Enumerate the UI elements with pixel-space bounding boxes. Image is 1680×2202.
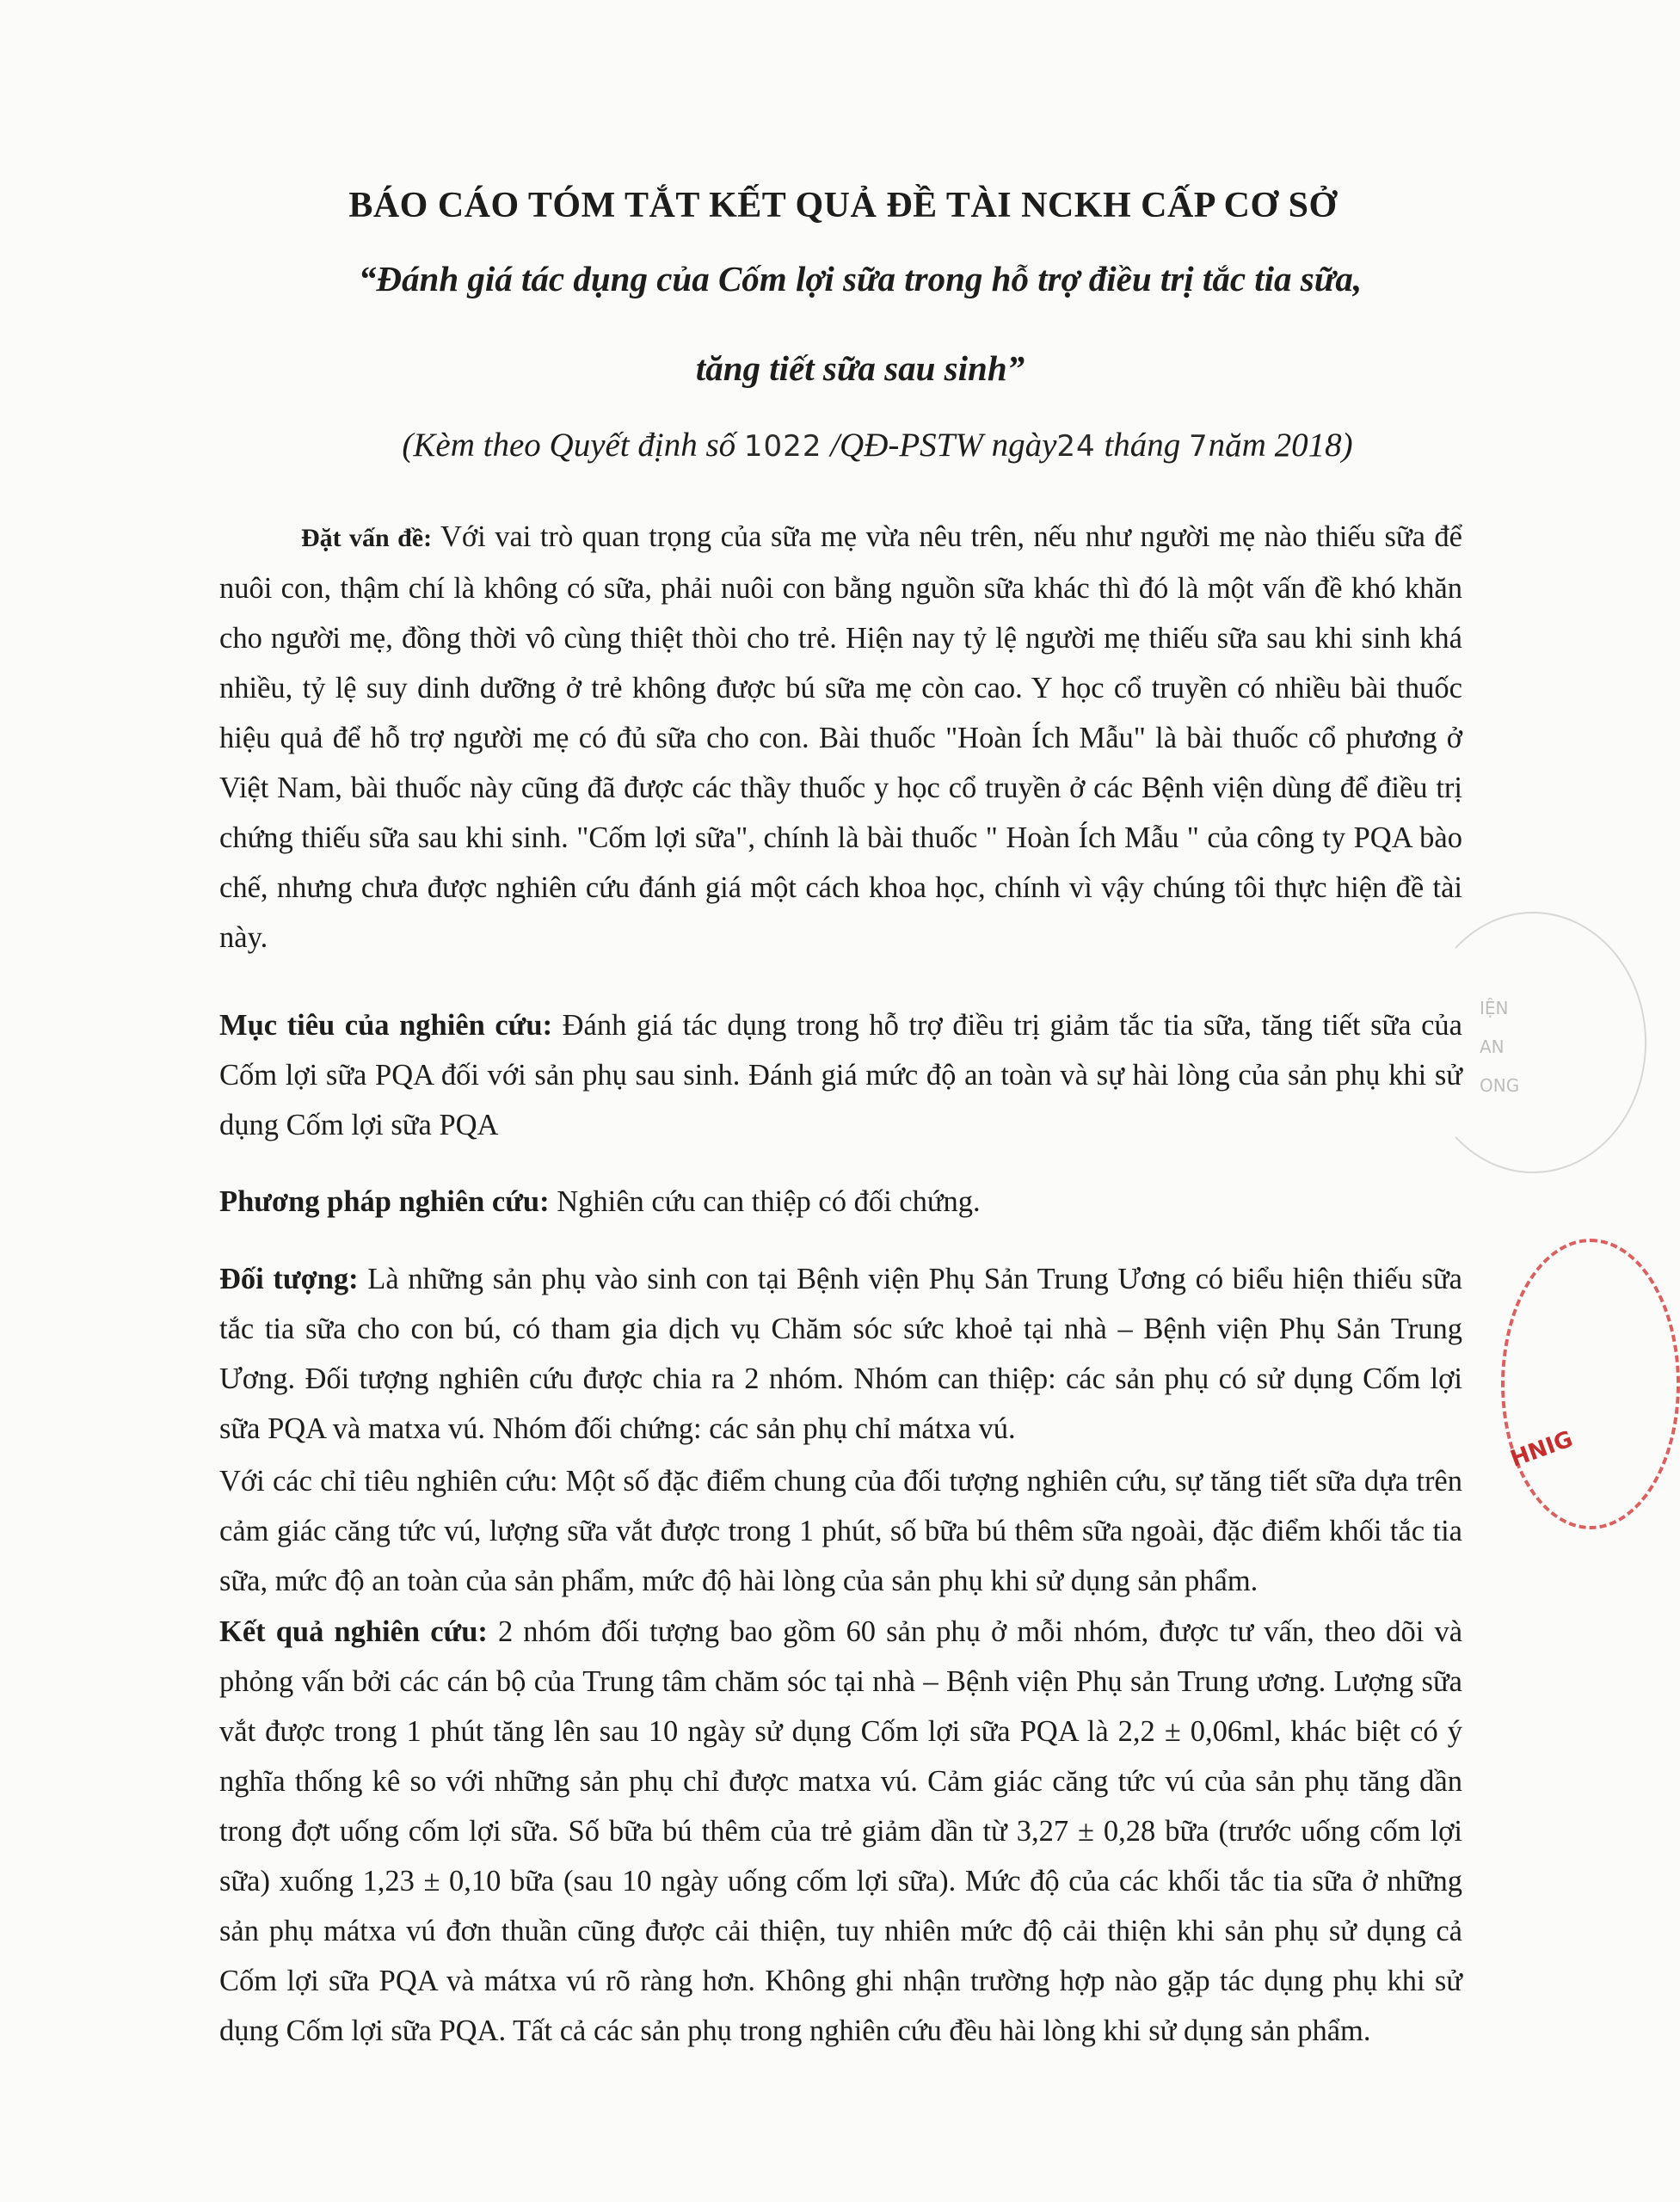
decision-month-handwritten: 7 [1189, 429, 1209, 464]
subtitle-line-2: tăng tiết sữa sau sinh” [695, 348, 1025, 388]
report-title: BÁO CÁO TÓM TẮT KẾT QUẢ ĐỀ TÀI NCKH CẤP CƠ SỞ [348, 186, 1338, 225]
dat-van-de-text: Với vai trò quan trọng của sữa mẹ vừa nêu trên, nếu như người mẹ nào thiếu sữa để nuôi con, thậm chí là không có sữa, phải nuôi con bằng nguồn sữa khác thì đó là một vấn đề khó khăn cho người mẹ, đồng thời vô cùng thiệt thòi cho trẻ. Hiện nay tỷ lệ người mẹ thiếu sữa sau khi sinh khá nhiều, tỷ lệ suy dinh dưỡng ở trẻ không được bú sữa mẹ còn cao. Y học cổ truyền có nhiều bài thuốc hiệu quả để hỗ trợ người mẹ có đủ sữa cho con. Bài thuốc "Hoàn Ích Mẫu" là bài thuốc cổ phương ở Việt Nam, bài thuốc này cũng đã được các thầy thuốc y học cổ truyền ở các Bệnh viện dùng để điều trị chứng thiếu sữa sau khi sinh. "Cốm lợi sữa", chính là bài thuốc " Hoàn Ích Mẫu " của công ty PQA bào chế, nhưng chưa được nghiên cứu đánh giá một cách khoa học, chính vì vậy chúng tôi thực hiện đề tài này. [219, 520, 1462, 954]
ket-qua-label: Kết quả nghiên cứu: [219, 1615, 488, 1648]
muc-tieu-text: Đánh giá tác dụng trong hỗ trợ điều trị giảm tắc tia sữa, tăng tiết sữa của Cốm lợi sữa PQA đối với sản phụ sau sinh. Đánh giá mức độ an toàn và sự hài lòng của sản phụ khi sử dụng Cốm lợi sữa PQA [219, 1009, 1462, 1141]
section-dat-van-de [219, 512, 1462, 963]
faint-stamp-outline [1419, 912, 1646, 1173]
faint-stamp-text-2: AN [1480, 1036, 1505, 1057]
decision-month-label: tháng [1104, 427, 1181, 464]
decision-day-handwritten: 24 [1056, 429, 1096, 464]
dat-van-de-label: Đặt vấn đề: [301, 524, 433, 552]
faint-stamp-text-1: IỆN [1480, 998, 1509, 1018]
subtitle-line-1: “Đánh giá tác dụng của Cốm lợi sữa trong hỗ trợ điều trị tắc tia sữa, [358, 259, 1363, 298]
doi-tuong-text: Là những sản phụ vào sinh con tại Bệnh viện Phụ Sản Trung Ương có biểu hiện thiếu sữa tắc tia sữa cho con bú, có tham gia dịch vụ Chăm sóc sức khoẻ tại nhà – Bệnh viện Phụ Sản Trung Ương. Đối tượng nghiên cứu được chia ra 2 nhóm. Nhóm can thiệp: các sản phụ có sử dụng Cốm lợi sữa PQA và matxa vú. Nhóm đối chứng: các sản phụ chỉ mátxa vú. [219, 1263, 1462, 1445]
section-muc-tieu [219, 1000, 1462, 1150]
decision-prefix: (Kèm theo Quyết định số [402, 427, 736, 464]
phuong-phap-label: Phương pháp nghiên cứu: [219, 1185, 550, 1218]
red-seal-stamp [1501, 1239, 1680, 1529]
phuong-phap-text: Nghiên cứu can thiệp có đối chứng. [549, 1185, 981, 1218]
section-phuong-phap [219, 1177, 1462, 1227]
chi-tieu-text: Với các chỉ tiêu nghiên cứu: Một số đặc điểm chung của đối tượng nghiên cứu, sự tăng tiết sữa dựa trên cảm giác căng tức vú, lượng sữa vắt được trong 1 phút, số bữa bú thêm sữa ngoài, đặc điểm khối tắc tia sữa, mức độ an toàn của sản phẩm, mức độ hài lòng của sản phụ khi sử dụng sản phẩm. [219, 1465, 1462, 1597]
decision-suffix: năm 2018) [1208, 427, 1353, 464]
decision-mid: /QĐ-PSTW ngày [830, 427, 1057, 464]
faint-stamp-text-3: ONG [1480, 1075, 1520, 1096]
section-doi-tuong [219, 1254, 1462, 1454]
muc-tieu-label: Mục tiêu của nghiên cứu: [219, 1009, 553, 1042]
section-ket-qua [219, 1607, 1462, 2056]
red-seal-text: HNIG [1507, 1426, 1577, 1473]
decision-number-handwritten: 1022 [743, 429, 822, 464]
section-chi-tieu [219, 1456, 1462, 1606]
ket-qua-text: 2 nhóm đối tượng bao gồm 60 sản phụ ở mỗi nhóm, được tư vấn, theo dõi và phỏng vấn bởi các cán bộ của Trung tâm chăm sóc tại nhà – Bệnh viện Phụ sản Trung ương. Lượng sữa vắt được trong 1 phút tăng lên sau 10 ngày sử dụng Cốm lợi sữa PQA là 2,2 ± 0,06ml, khác biệt có ý nghĩa thống kê so với những sản phụ chỉ được matxa vú. Cảm giác căng tức vú của sản phụ tăng dần trong đợt uống cốm lợi sữa. Số bữa bú thêm của trẻ giảm dần từ 3,27 ± 0,28 bữa (trước uống cốm lợi sữa) xuống 1,23 ± 0,10 bữa (sau 10 ngày uống cốm lợi sữa). Mức độ của các khối tắc tia sữa ở những sản phụ mátxa vú đơn thuần cũng được cải thiện, tuy nhiên mức độ cải thiện khi sản phụ sử dụng cả Cốm lợi sữa PQA và mátxa vú rõ ràng hơn. Không ghi nhận trường hợp nào gặp tác dụng phụ khi sử dụng Cốm lợi sữa PQA. Tất cả các sản phụ trong nghiên cứu đều hài lòng khi sử dụng sản phẩm. [219, 1615, 1463, 2047]
doi-tuong-label: Đối tượng: [219, 1263, 359, 1295]
report-subtitle [258, 234, 1462, 413]
decision-reference [361, 426, 1394, 464]
